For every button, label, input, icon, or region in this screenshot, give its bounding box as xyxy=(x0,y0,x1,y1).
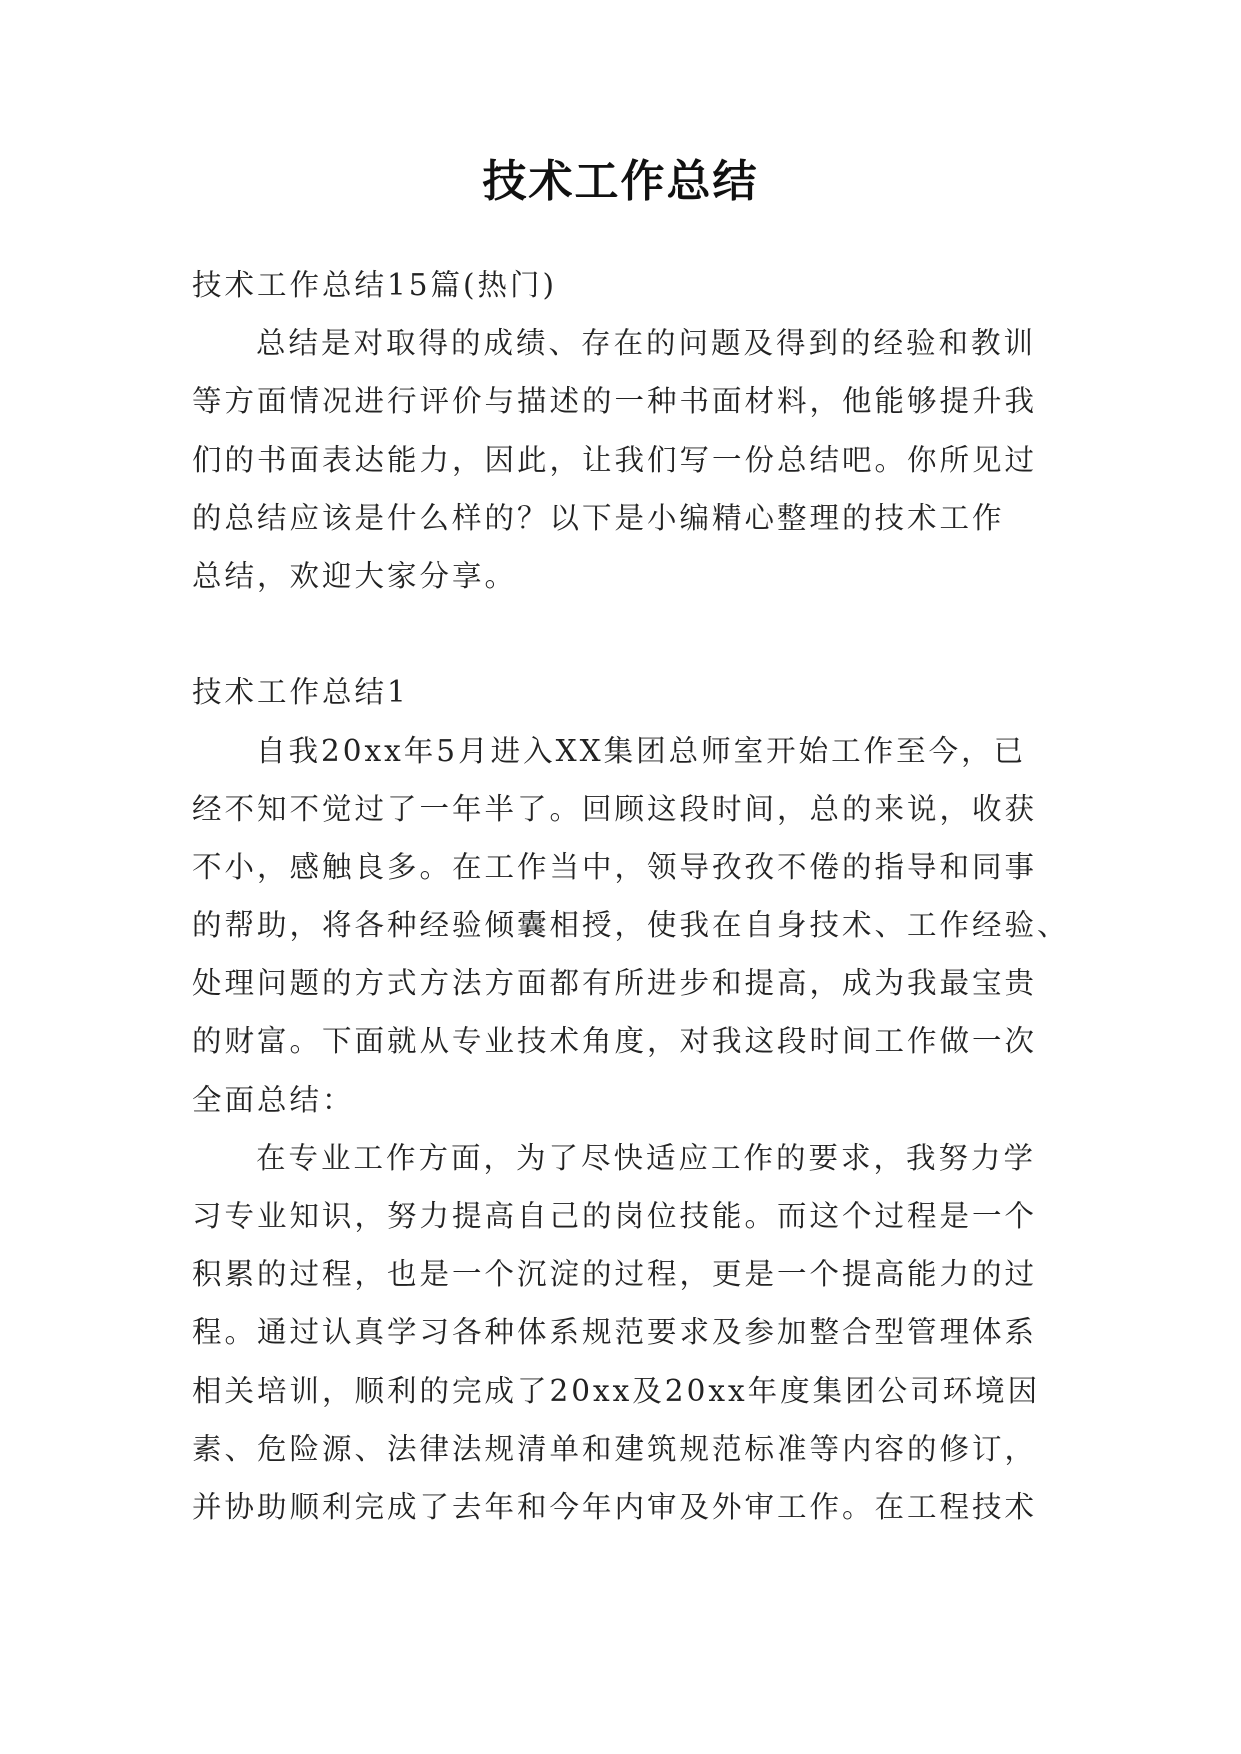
intro-line: 等方面情况进行评价与描述的一种书面材料，他能够提升我 xyxy=(192,384,1038,419)
paragraph-line: 并协助顺利完成了去年和今年内审及外审工作。在工程技术 xyxy=(192,1489,1038,1524)
paragraph-gap xyxy=(192,605,1060,663)
paragraph-line: 的帮助，将各种经验倾囊相授，使我在自身技术、工作经验、 xyxy=(192,908,1070,943)
intro-line: 总结是对取得的成绩、存在的问题及得到的经验和教训 xyxy=(256,326,1037,361)
intro-line: 总结，欢迎大家分享。 xyxy=(192,558,518,593)
paragraph-line: 自我20xx年5月进入XX集团总师室开始工作至今，已 xyxy=(256,733,1027,768)
intro-line: 的总结应该是什么样的？以下是小编精心整理的技术工作 xyxy=(192,500,1005,535)
paragraph-line: 素、危险源、法律法规清单和建筑规范标准等内容的修订， xyxy=(192,1431,1038,1466)
paragraph-line: 相关培训，顺利的完成了20xx及20xx年度集团公司环境因 xyxy=(192,1373,1041,1408)
paragraph-line: 经不知不觉过了一年半了。回顾这段时间，总的来说，收获 xyxy=(192,791,1038,826)
paragraph-line: 习专业知识，努力提高自己的岗位技能。而这个过程是一个 xyxy=(192,1199,1038,1233)
paragraph-line: 程。通过认真学习各种体系规范要求及参加整合型管理体系 xyxy=(192,1315,1038,1350)
paragraph-line: 在专业工作方面，为了尽快适应工作的要求，我努力学 xyxy=(256,1140,1037,1175)
paragraph-line: 处理问题的方式方法方面都有所进步和提高，成为我最宝贵 xyxy=(192,966,1038,1001)
section-heading: 技术工作总结1 xyxy=(192,675,409,710)
paragraph-line: 不小，感触良多。在工作当中，领导孜孜不倦的指导和同事 xyxy=(192,849,1038,884)
intro-line: 们的书面表达能力，因此，让我们写一份总结吧。你所见过 xyxy=(192,442,1038,477)
paragraph-line: 全面总结： xyxy=(192,1082,355,1117)
paragraph-line: 的财富。下面就从专业技术角度，对我这段时间工作做一次 xyxy=(192,1024,1038,1059)
document-subtitle: 技术工作总结15篇(热门) xyxy=(192,268,558,302)
paragraph-line: 积累的过程，也是一个沉淀的过程，更是一个提高能力的过 xyxy=(192,1257,1038,1292)
document-title: 技术工作总结 xyxy=(482,156,759,207)
document-body xyxy=(192,256,1070,1536)
